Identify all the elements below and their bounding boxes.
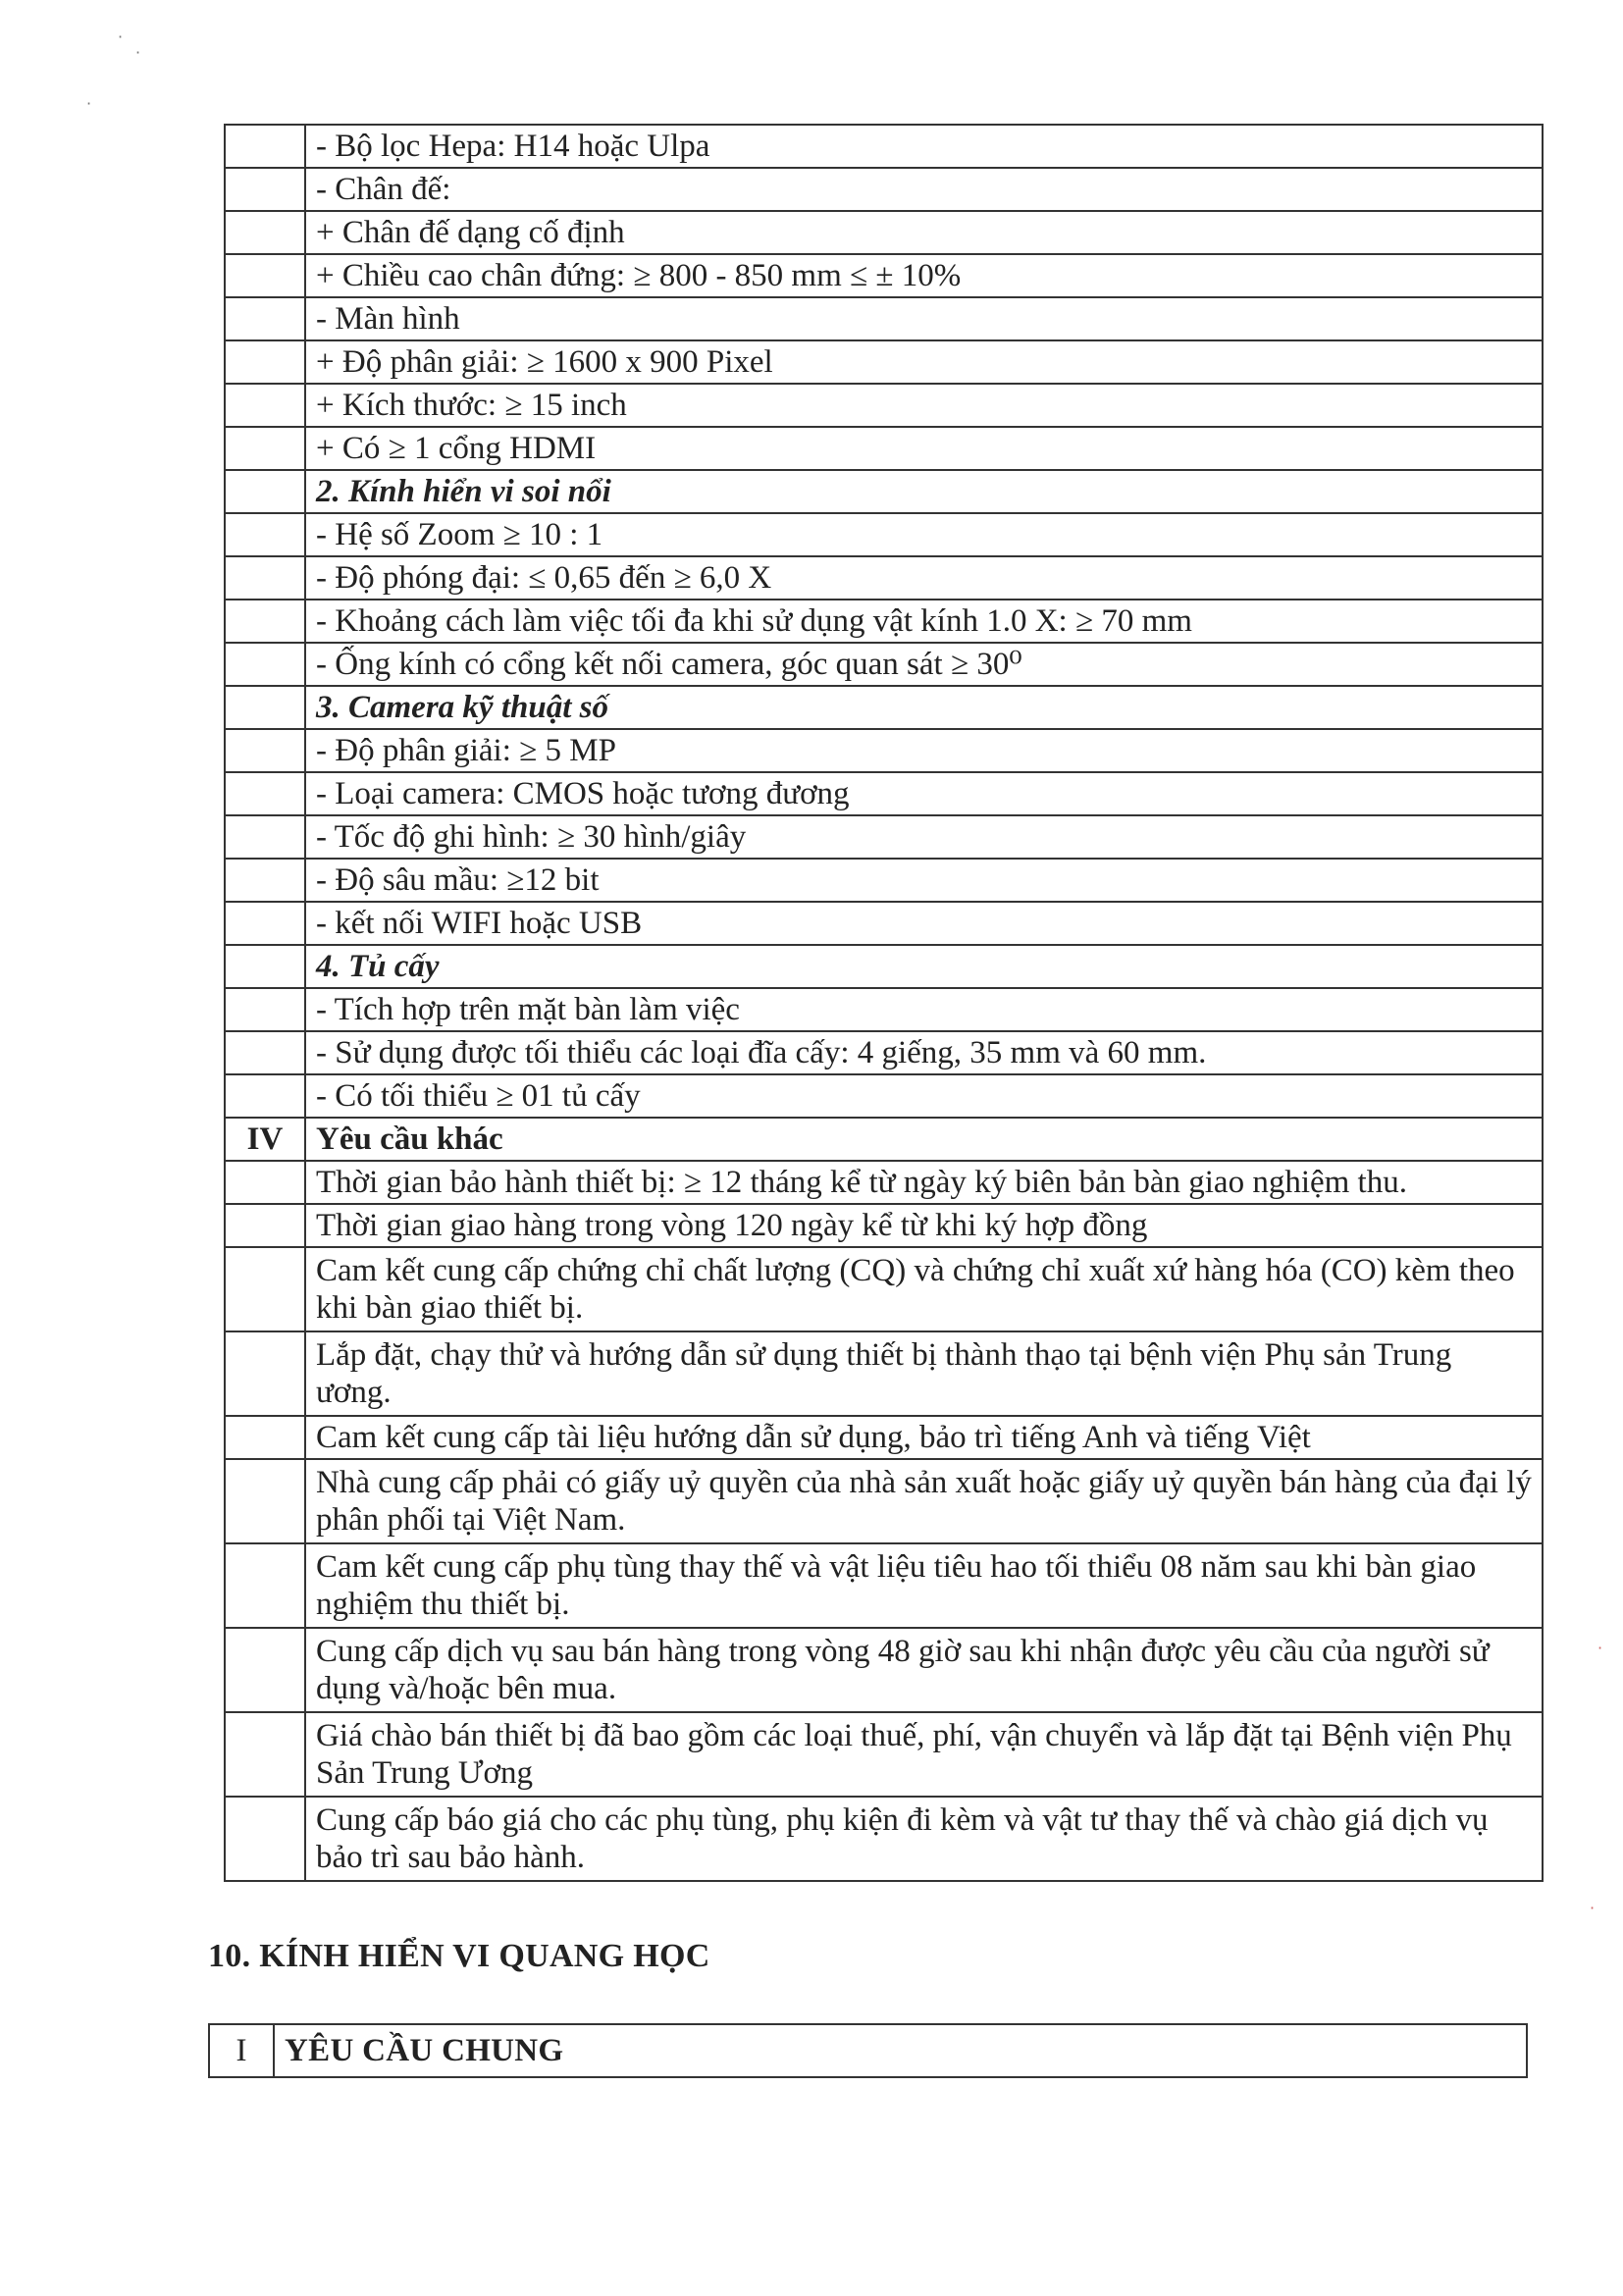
scan-speck: · <box>1597 1639 1603 1657</box>
row-number <box>225 1247 305 1331</box>
row-number <box>225 729 305 772</box>
row-text: - Độ phóng đại: ≤ 0,65 đến ≥ 6,0 X <box>305 556 1543 600</box>
row-text: - Bộ lọc Hepa: H14 hoặc Ulpa <box>305 125 1543 168</box>
row-text: - Màn hình <box>305 297 1543 340</box>
row-number <box>225 902 305 945</box>
row-number <box>225 945 305 988</box>
row-text: Nhà cung cấp phải có giấy uỷ quyền của nhà sản xuất hoặc giấy uỷ quyền bán hàng của đại lý phân phối tại Việt Nam. <box>305 1459 1543 1543</box>
table-row <box>225 297 1543 340</box>
table-row <box>225 513 1543 556</box>
table-row <box>225 384 1543 427</box>
row-number <box>225 772 305 815</box>
row-text: - Chân đế: <box>305 168 1543 211</box>
row-text: Cam kết cung cấp phụ tùng thay thế và vật liệu tiêu hao tối thiểu 08 năm sau khi bàn giao nghiệm thu thiết bị. <box>305 1543 1543 1628</box>
row-number <box>225 513 305 556</box>
row-text: - Loại camera: CMOS hoặc tương đương <box>305 772 1543 815</box>
row-text: - Ống kính có cổng kết nối camera, góc quan sát ≥ 30⁰ <box>305 643 1543 686</box>
row-text: Giá chào bán thiết bị đã bao gồm các loại thuế, phí, vận chuyển và lắp đặt tại Bệnh viện Phụ Sản Trung Ương <box>305 1712 1543 1797</box>
row-text: - Tích hợp trên mặt bàn làm việc <box>305 988 1543 1031</box>
table-row <box>225 1031 1543 1074</box>
table-row <box>225 643 1543 686</box>
row-text: Cam kết cung cấp tài liệu hướng dẫn sử dụng, bảo trì tiếng Anh và tiếng Việt <box>305 1416 1543 1459</box>
row-number <box>225 340 305 384</box>
table-row <box>225 1628 1543 1712</box>
subsection-heading: 4. Tủ cấy <box>305 945 1543 988</box>
table-row <box>225 1074 1543 1118</box>
row-number <box>225 1543 305 1628</box>
row-number <box>225 1797 305 1881</box>
table-row <box>225 1543 1543 1628</box>
row-number <box>225 1459 305 1543</box>
section-heading: YÊU CẦU CHUNG <box>274 2024 1527 2077</box>
row-number <box>225 643 305 686</box>
row-number <box>225 556 305 600</box>
row-number <box>225 125 305 168</box>
table-row <box>225 254 1543 297</box>
row-text: + Độ phân giải: ≥ 1600 x 900 Pixel <box>305 340 1543 384</box>
row-number <box>225 815 305 859</box>
row-text: Thời gian bảo hành thiết bị: ≥ 12 tháng kể từ ngày ký biên bản bàn giao nghiệm thu. <box>305 1161 1543 1204</box>
row-number <box>225 1712 305 1797</box>
table-row <box>225 772 1543 815</box>
table-row <box>225 1204 1543 1247</box>
section-number: I <box>209 2024 274 2077</box>
row-text: Lắp đặt, chạy thử và hướng dẫn sử dụng thiết bị thành thạo tại bệnh viện Phụ sản Trung ương. <box>305 1331 1543 1416</box>
row-text: - Khoảng cách làm việc tối đa khi sử dụng vật kính 1.0 X: ≥ 70 mm <box>305 600 1543 643</box>
table-row <box>225 211 1543 254</box>
row-number <box>225 686 305 729</box>
row-text: - kết nối WIFI hoặc USB <box>305 902 1543 945</box>
row-text: - Sử dụng được tối thiểu các loại đĩa cấy: 4 giếng, 35 mm và 60 mm. <box>305 1031 1543 1074</box>
row-number <box>225 1331 305 1416</box>
table-row <box>225 556 1543 600</box>
table-row <box>225 1331 1543 1416</box>
row-text: + Có ≥ 1 cổng HDMI <box>305 427 1543 470</box>
row-text: Cam kết cung cấp chứng chỉ chất lượng (CQ) và chứng chỉ xuất xứ hàng hóa (CO) kèm theo khi bàn giao thiết bị. <box>305 1247 1543 1331</box>
row-text: - Độ phân giải: ≥ 5 MP <box>305 729 1543 772</box>
table-row <box>225 1118 1543 1161</box>
table-row <box>225 815 1543 859</box>
row-number <box>225 1074 305 1118</box>
table-row <box>225 1247 1543 1331</box>
table-row <box>225 168 1543 211</box>
row-number <box>225 211 305 254</box>
table-row <box>225 729 1543 772</box>
section-title: 10. KÍNH HIỂN VI QUANG HỌC <box>208 1938 710 1974</box>
table-row <box>225 902 1543 945</box>
table-row <box>225 1416 1543 1459</box>
row-number <box>225 1161 305 1204</box>
scan-speck: · <box>86 94 92 113</box>
table-row <box>225 340 1543 384</box>
row-text: - Hệ số Zoom ≥ 10 : 1 <box>305 513 1543 556</box>
row-number <box>225 1031 305 1074</box>
table-row <box>225 1712 1543 1797</box>
row-text: + Chiều cao chân đứng: ≥ 800 - 850 mm ≤ ± 10% <box>305 254 1543 297</box>
row-text: + Kích thước: ≥ 15 inch <box>305 384 1543 427</box>
row-number <box>225 1416 305 1459</box>
row-number <box>225 254 305 297</box>
row-number <box>225 427 305 470</box>
row-number <box>225 600 305 643</box>
table-row <box>225 470 1543 513</box>
scan-speck: · <box>1590 1899 1596 1917</box>
table-row <box>209 2024 1527 2077</box>
section-heading: Yêu cầu khác <box>305 1118 1543 1161</box>
table-row <box>225 600 1543 643</box>
scan-speck: · <box>118 27 124 46</box>
section-table <box>208 2023 1528 2078</box>
table-row <box>225 686 1543 729</box>
spec-table <box>224 124 1544 1882</box>
row-number <box>225 168 305 211</box>
table-row <box>225 125 1543 168</box>
row-number <box>225 470 305 513</box>
row-number <box>225 1204 305 1247</box>
subsection-heading: 3. Camera kỹ thuật số <box>305 686 1543 729</box>
row-text: Thời gian giao hàng trong vòng 120 ngày kể từ khi ký hợp đồng <box>305 1204 1543 1247</box>
table-row <box>225 988 1543 1031</box>
row-text: - Tốc độ ghi hình: ≥ 30 hình/giây <box>305 815 1543 859</box>
table-row <box>225 1459 1543 1543</box>
subsection-heading: 2. Kính hiển vi soi nổi <box>305 470 1543 513</box>
row-text: - Có tối thiểu ≥ 01 tủ cấy <box>305 1074 1543 1118</box>
table-row <box>225 1161 1543 1204</box>
section-number: IV <box>225 1118 305 1161</box>
row-text: Cung cấp dịch vụ sau bán hàng trong vòng 48 giờ sau khi nhận được yêu cầu của người sử dụng và/hoặc bên mua. <box>305 1628 1543 1712</box>
row-text: - Độ sâu mầu: ≥12 bit <box>305 859 1543 902</box>
table-row <box>225 1797 1543 1881</box>
row-number <box>225 384 305 427</box>
table-row <box>225 945 1543 988</box>
scan-speck: · <box>135 43 141 62</box>
row-number <box>225 859 305 902</box>
table-row <box>225 859 1543 902</box>
row-number <box>225 297 305 340</box>
row-number <box>225 1628 305 1712</box>
row-text: + Chân đế dạng cố định <box>305 211 1543 254</box>
table-row <box>225 427 1543 470</box>
row-text: Cung cấp báo giá cho các phụ tùng, phụ kiện đi kèm và vật tư thay thế và chào giá dịch vụ bảo trì sau bảo hành. <box>305 1797 1543 1881</box>
row-number <box>225 988 305 1031</box>
